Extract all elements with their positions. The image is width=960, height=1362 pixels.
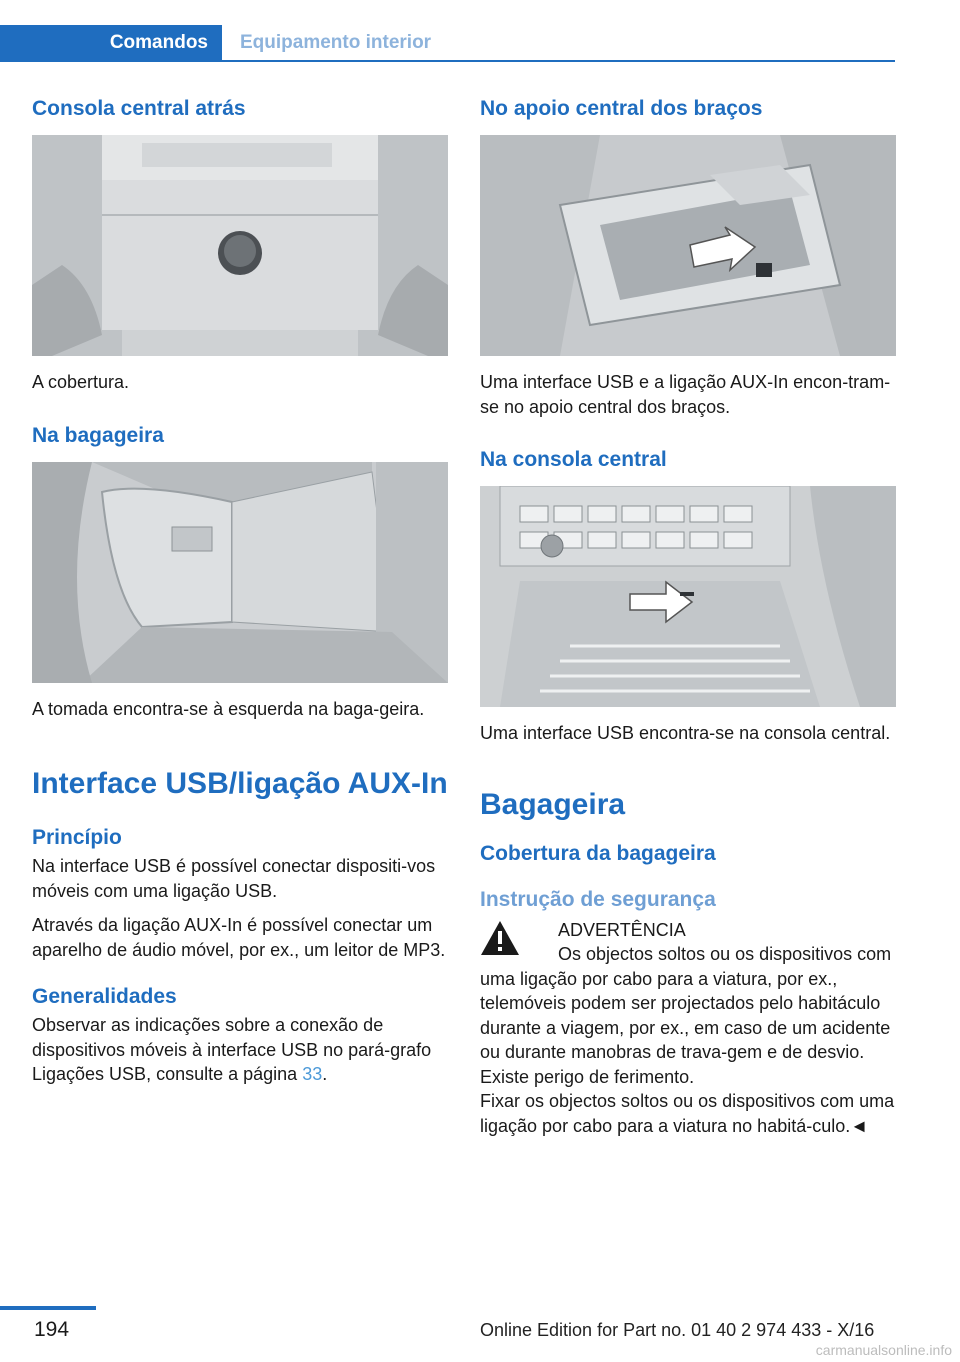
right-column xyxy=(480,96,896,1138)
text-principio-1: Na interface USB é possível conectar dispositi-vos móveis com uma ligação USB. xyxy=(32,856,436,901)
left-column xyxy=(32,96,448,1087)
figure-trunk-socket xyxy=(32,462,448,683)
heading-consola-central: Na consola central xyxy=(480,448,667,472)
page-header xyxy=(0,0,960,62)
warning-triangle-icon xyxy=(480,920,520,956)
warning-text-1: Os objectos soltos ou os dispositivos com uma ligação por cabo para a viatura, por ex., telemóveis podem ser projectados pelo habitáculo durante a viagem, por ex., em caso de um acidente ou durante manobras de trava-gem e de desvio. Existe perigo de ferimento. xyxy=(480,944,892,1087)
figure-armrest-usb xyxy=(480,135,896,356)
heading-generalidades: Generalidades xyxy=(32,984,177,1008)
heading-bagageira-section: Bagageira xyxy=(480,787,626,821)
heading-bagageira: Na bagageira xyxy=(32,423,164,447)
page-number: 194 xyxy=(34,1318,70,1341)
caption-trunk-socket: A tomada encontra-se à esquerda na baga-geira. xyxy=(32,698,425,719)
figure-center-console-usb xyxy=(480,486,896,707)
figure-rear-console xyxy=(32,135,448,356)
text-principio-2: Através da ligação AUX-In é possível conectar um aparelho de áudio móvel, por ex., um leitor de MP3. xyxy=(32,915,446,960)
warning-body xyxy=(480,942,896,1138)
heading-instrucao-seguranca: Instrução de segurança xyxy=(480,887,716,911)
tab-equipamento-interior[interactable]: Equipamento interior xyxy=(240,32,432,53)
edition-info: Online Edition for Part no. 01 40 2 974 433 - X/16 xyxy=(480,1320,875,1340)
caption-rear-console: A cobertura. xyxy=(32,372,130,393)
caption-center-console-usb: Uma interface USB encontra-se na consola central. xyxy=(480,723,891,744)
warning-block xyxy=(480,918,896,1138)
caption-armrest-usb: Uma interface USB e a ligação AUX-In encon-tram-se no apoio central dos braços. xyxy=(480,372,891,417)
tab-comandos[interactable]: Comandos xyxy=(0,25,222,61)
text-generalidades: Observar as indicações sobre a conexão de dispositivos móveis à interface USB no pará-grafo Ligações USB, consulte a página 33. xyxy=(32,1015,432,1085)
warning-title: ADVERTÊNCIA xyxy=(558,919,686,940)
page-link-33[interactable]: 33 xyxy=(302,1064,323,1085)
watermark: carmanualsonline.info xyxy=(815,1342,952,1358)
header-divider xyxy=(0,60,895,62)
heading-cobertura-bagageira: Cobertura da bagageira xyxy=(480,842,716,866)
heading-apoio-bracos: No apoio central dos braços xyxy=(480,97,763,120)
footer-divider xyxy=(0,1306,96,1310)
heading-consola-atras: Consola central atrás xyxy=(32,97,246,120)
heading-principio: Princípio xyxy=(32,825,122,849)
heading-usb-aux: Interface USB/ligação AUX-In xyxy=(32,767,448,801)
warning-text-2: Fixar os objectos soltos ou os dispositivos com uma ligação por cabo para a viatura no habitá-culo.◄ xyxy=(480,1091,895,1136)
